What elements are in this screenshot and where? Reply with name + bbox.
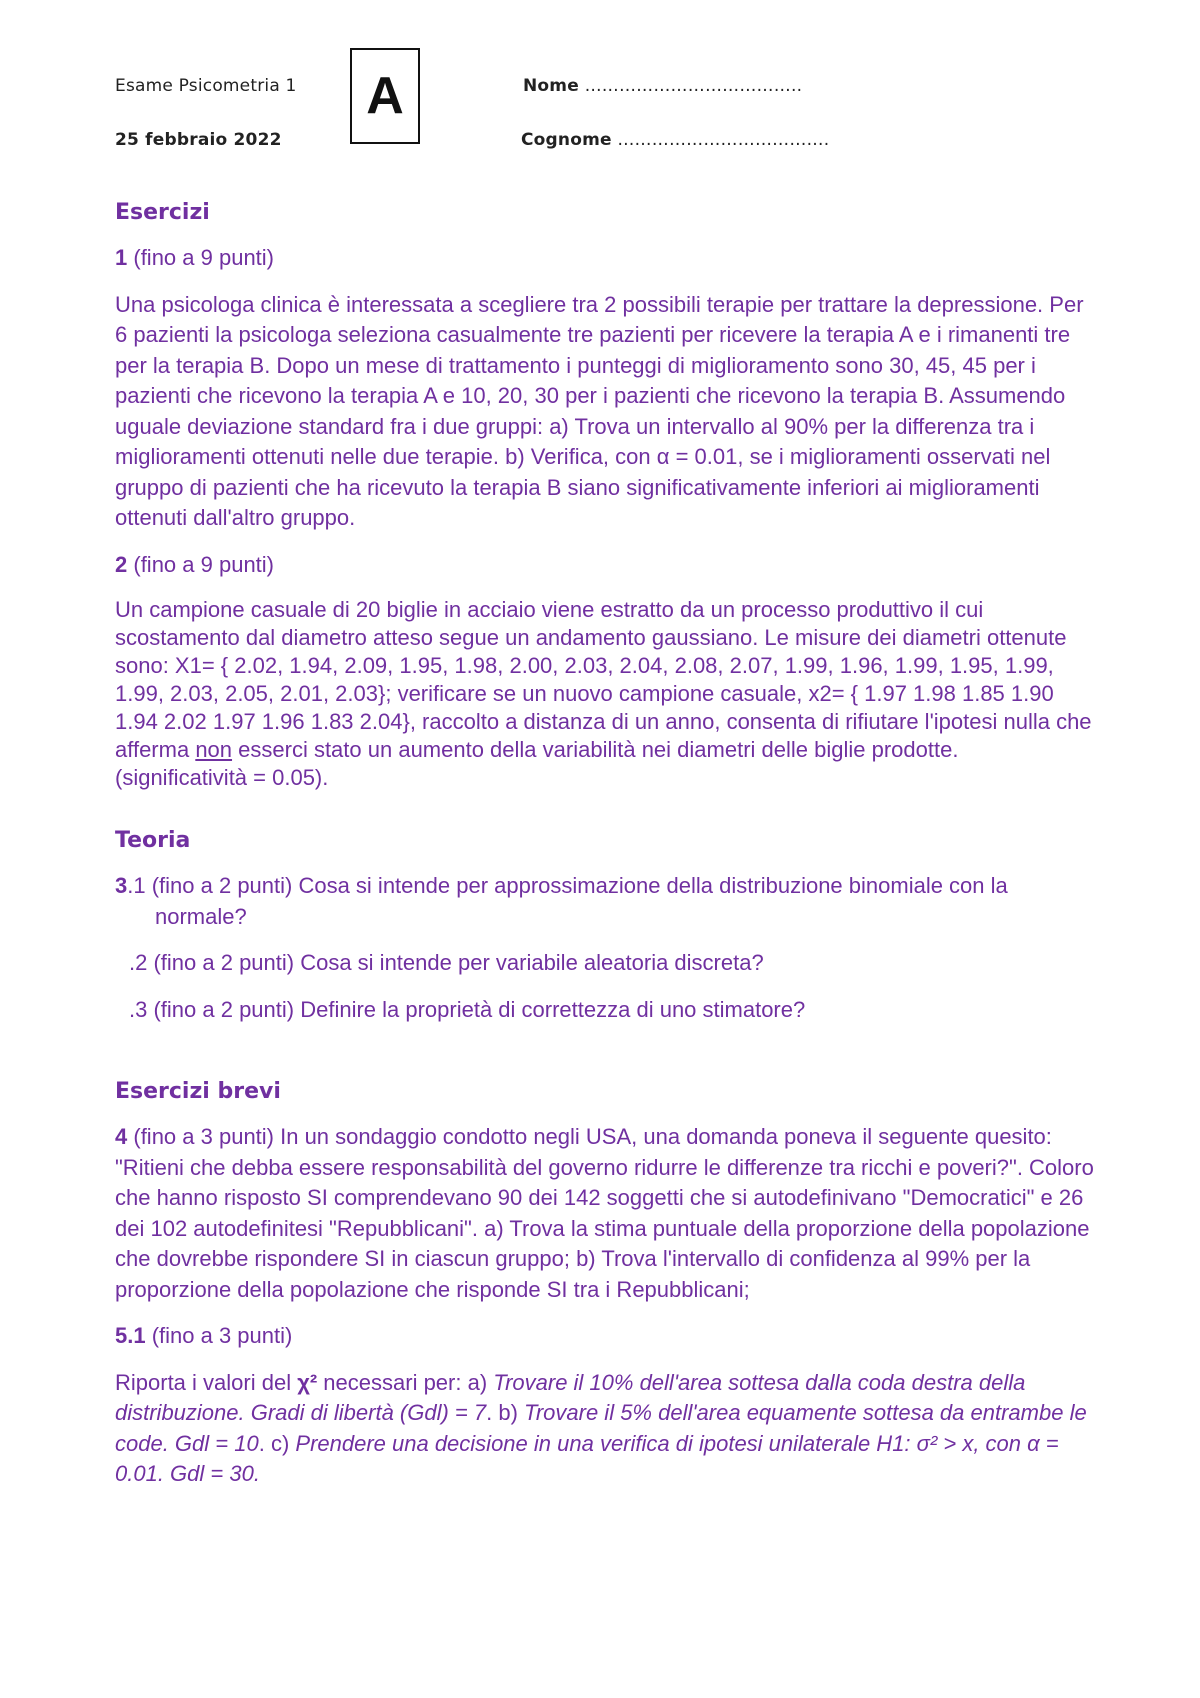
exercise-2-text (115, 596, 1095, 792)
exercise-1-heading (115, 243, 1095, 274)
exam-version-box (350, 48, 420, 144)
exercise-2-text-part: Un campione casuale di 20 biglie in acciaio viene estratto da un processo produttivo il cui scostamento dal diametro atteso segue un andamento gaussiano. Le misure dei diametri ottenute sono: X1= { 2.02, 1.94, 2.09, 1.95, 1.98, 2.00, 2.03, 2.04, 2.08, 2.07, 1.99, 1.96, 1.99, 1.95, 1.99, 1.99, 2.03, 2.05, 2.01, 2.03}; verificare se un nuovo campione casuale, x2= { 1.97 1.98 1.85 1.90 1.94 2.02 1.97 1.96 1.83 2.04}, raccolto a distanza di un anno, consenta di rifiutare l'ipotesi nulla che afferma (115, 597, 1092, 762)
task-b: Trovare il 5% dell'area equamente sottesa da entrambe le code. Gdl = 10 (115, 1400, 1087, 1456)
exam-version-letter: A (366, 67, 404, 125)
exercise-text: (fino a 3 punti) In un sondaggio condotto negli USA, una domanda poneva il seguente quesito: "Ritieni che debba essere responsabilità del governo ridurre le differenze tra ricchi e poveri?". Coloro che hanno risposto SI comprendevano 90 dei 142 soggetti che si autodefinivano "Democratici" e 26 dei 102 autodefinitesi "Repubblicani". a) Trova la stima puntuale della proporzione della popolazione che dovrebbe rispondere SI in ciascun gruppo; b) Trova l'intervallo di confidenza al 99% per la proporzione della popolazione che risponde SI tra i Repubblicani; (115, 1124, 1094, 1302)
exercise-number: 1 (115, 245, 128, 270)
exam-content (115, 200, 1095, 1506)
surname-label: Cognome (521, 130, 612, 150)
name-blank: ……………………………….. (584, 76, 803, 96)
text-part: . c) (258, 1430, 296, 1456)
exercise-5-text (115, 1368, 1095, 1490)
exercise-number: 5.1 (115, 1323, 146, 1348)
section-heading-teoria: Teoria (115, 828, 191, 853)
exam-title: Esame Psicometria 1 (115, 76, 297, 96)
section-heading-esercizi: Esercizi (115, 200, 210, 225)
exercise-4 (115, 1122, 1095, 1305)
exercise-points: (fino a 9 punti) (127, 245, 274, 270)
exercise-number: 4 (115, 1124, 128, 1149)
exam-date: 25 febbraio 2022 (115, 130, 282, 150)
exercise-2-heading (115, 550, 1095, 581)
theory-question-3-2: .2 (fino a 2 punti) Cosa si intende per variabile aleatoria discreta? (129, 950, 764, 975)
text-part: Riporta i valori del (115, 1369, 298, 1395)
exercise-number: 2 (115, 551, 128, 577)
surname-blank: ………………………………. (617, 130, 830, 150)
exercise-5-heading (115, 1321, 1095, 1352)
theory-question-3-1 (115, 871, 1095, 932)
theory-question-3-3: .3 (fino a 2 punti) Definire la proprietà di correttezza di uno stimatore? (129, 996, 806, 1022)
text-part: necessari per: a) (317, 1369, 494, 1395)
exercise-1-text: Una psicologa clinica è interessata a scegliere tra 2 possibili terapie per trattare la depressione. Per 6 pazienti la psicologa seleziona casualmente tre pazienti per ricevere la terapia A e i rimanenti tre per la terapia B. Dopo un mese di trattamento i punteggi di miglioramento sono 30, 45, 45 per i pazienti che ricevono la terapia A e 10, 20, 30 per i pazienti che ricevono la terapia B. Assumendo uguale deviazione standard fra i due gruppi: a) Trova un intervallo al 90% per la differenza tra i miglioramenti ottenuti nelle due terapie. b) Verifica, con α = 0.01, se i miglioramenti osservati nel gruppo di pazienti che ha ricevuto la terapia B siano significativamente inferiori ai miglioramenti ottenuti dall'altro gruppo. (115, 291, 1084, 530)
question-text: .1 (fino a 2 punti) Cosa si intende per approssimazione della distribuzione binomiale con la normale? (127, 873, 1008, 929)
exercise-points: (fino a 3 punti) (145, 1323, 293, 1348)
exercise-2-text-part: esserci stato un aumento della variabilità nei diametri delle biglie prodotte. (significatività = 0.05). (115, 737, 959, 790)
text-part: . b) (486, 1400, 525, 1425)
exercise-2-underlined-word: non (195, 737, 233, 762)
task-a: Trovare il 10% dell'area sottesa dalla coda destra della distribuzione. Gradi di libertà (Gdl) = 7 (115, 1369, 1026, 1425)
task-c: Prendere una decisione in una verifica di ipotesi unilaterale H1: σ² > x, con α = 0.01. Gdl = 30. (115, 1430, 1059, 1486)
surname-field (521, 130, 829, 150)
section-heading-esercizi-brevi: Esercizi brevi (115, 1079, 281, 1104)
exercise-points: (fino a 9 punti) (127, 551, 274, 577)
name-field (523, 76, 802, 96)
question-number: 3 (115, 873, 128, 898)
name-label: Nome (523, 76, 579, 96)
chi-square-symbol: χ² (297, 1369, 318, 1395)
